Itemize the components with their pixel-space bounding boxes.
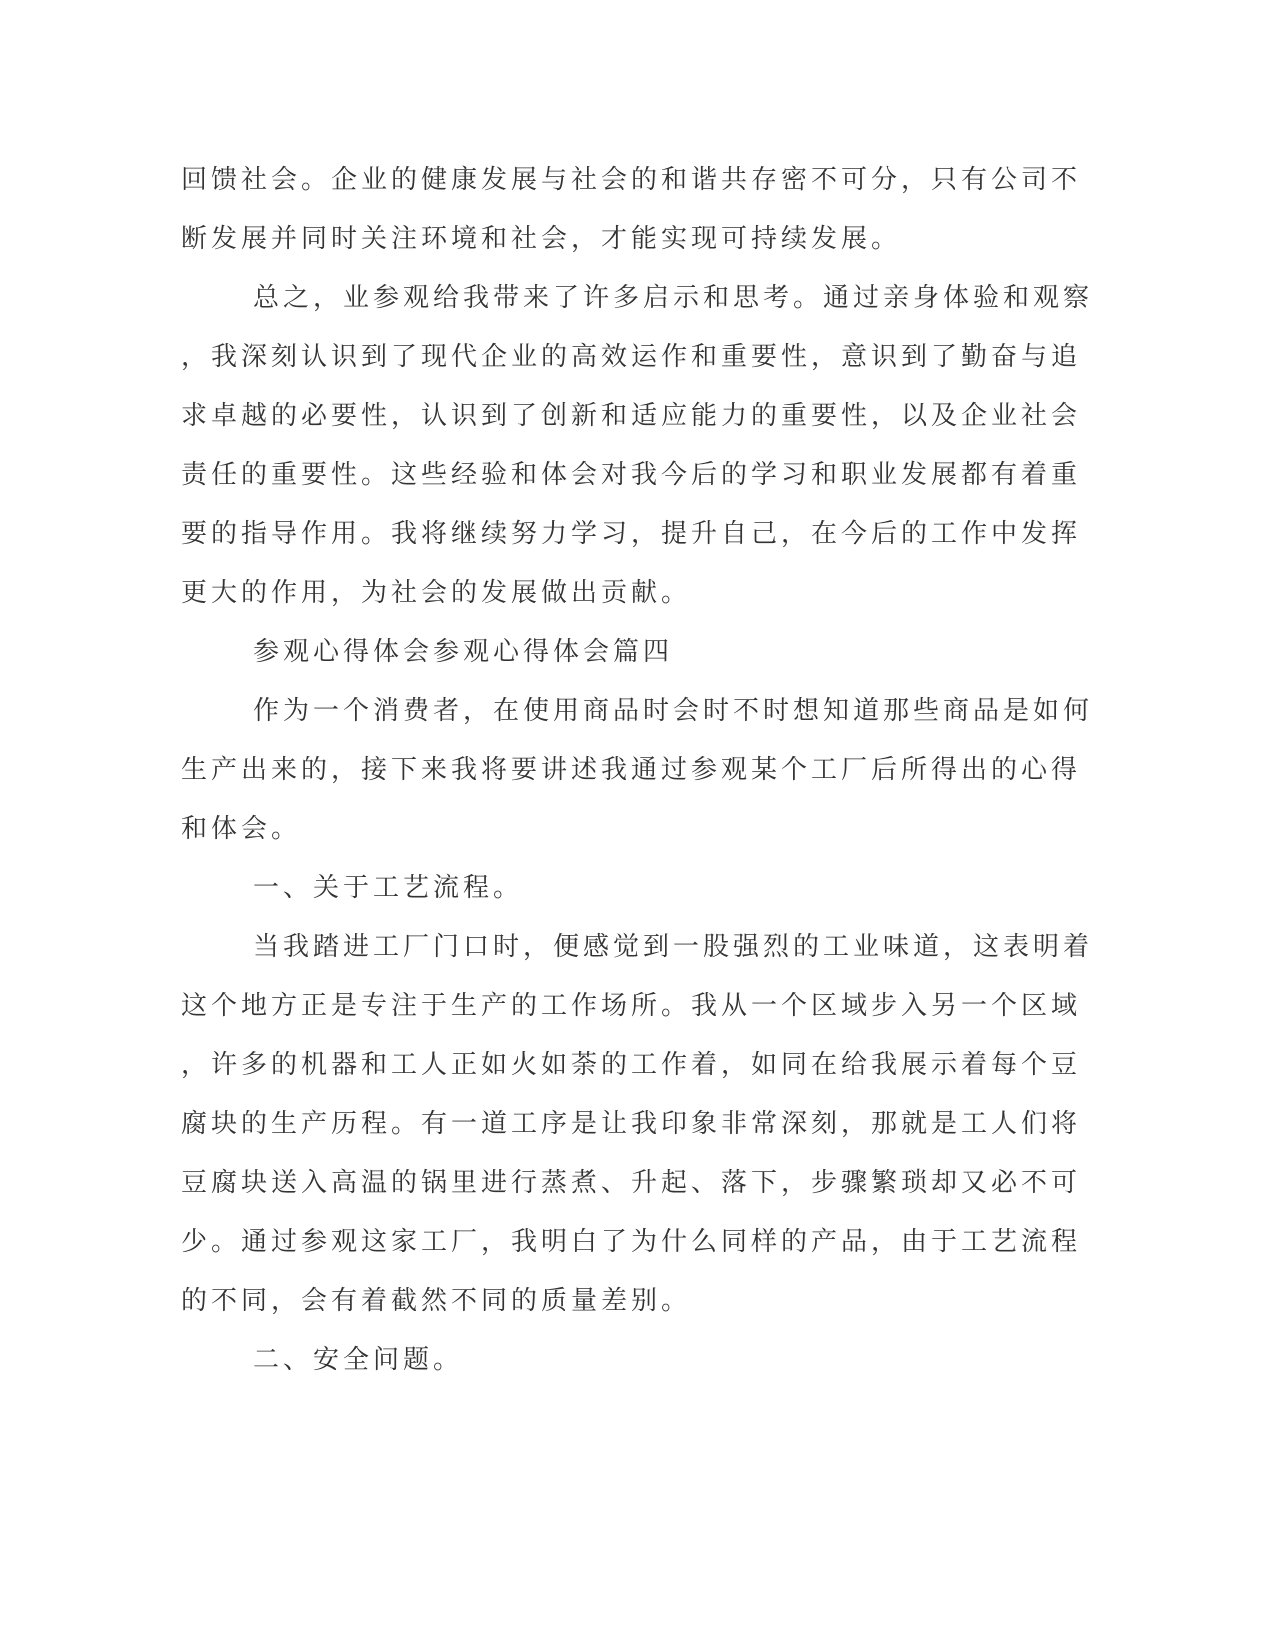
text-line: 的不同，会有着截然不同的质量差别。 [181, 1286, 692, 1316]
text-line: 断发展并同时关注环境和社会，才能实现可持续发展。 [181, 224, 902, 254]
text-line: 和体会。 [181, 814, 302, 844]
section-heading: 参观心得体会参观心得体会篇四 [253, 637, 674, 667]
text-line: 腐块的生产历程。有一道工序是让我印象非常深刻，那就是工人们将 [181, 1109, 1082, 1139]
subsection-heading: 二、安全问题。 [253, 1345, 464, 1375]
text-line: 作为一个消费者，在使用商品时会时不时想知道那些商品是如何 [253, 696, 1094, 726]
text-line: 生产出来的，接下来我将要讲述我通过参观某个工厂后所得出的心得 [181, 755, 1082, 785]
text-line: 更大的作用，为社会的发展做出贡献。 [181, 578, 692, 608]
text-line: 豆腐块送入高温的锅里进行蒸煮、升起、落下，步骤繁琐却又必不可 [181, 1168, 1082, 1198]
text-line: ，我深刻认识到了现代企业的高效运作和重要性，意识到了勤奋与追 [181, 342, 1082, 372]
text-line: 这个地方正是专注于生产的工作场所。我从一个区域步入另一个区域 [181, 991, 1082, 1021]
text-line: 总之，业参观给我带来了许多启示和思考。通过亲身体验和观察 [253, 283, 1094, 313]
text-line: 求卓越的必要性，认识到了创新和适应能力的重要性，以及企业社会 [181, 401, 1082, 431]
subsection-heading: 一、关于工艺流程。 [253, 873, 524, 903]
text-line: 回馈社会。企业的健康发展与社会的和谐共存密不可分，只有公司不 [181, 165, 1082, 195]
text-line: ，许多的机器和工人正如火如荼的工作着，如同在给我展示着每个豆 [181, 1050, 1082, 1080]
text-line: 当我踏进工厂门口时，便感觉到一股强烈的工业味道，这表明着 [253, 932, 1094, 962]
text-line: 少。通过参观这家工厂，我明白了为什么同样的产品，由于工艺流程 [181, 1227, 1082, 1257]
text-line: 要的指导作用。我将继续努力学习，提升自己，在今后的工作中发挥 [181, 519, 1082, 549]
text-line: 责任的重要性。这些经验和体会对我今后的学习和职业发展都有着重 [181, 460, 1082, 490]
